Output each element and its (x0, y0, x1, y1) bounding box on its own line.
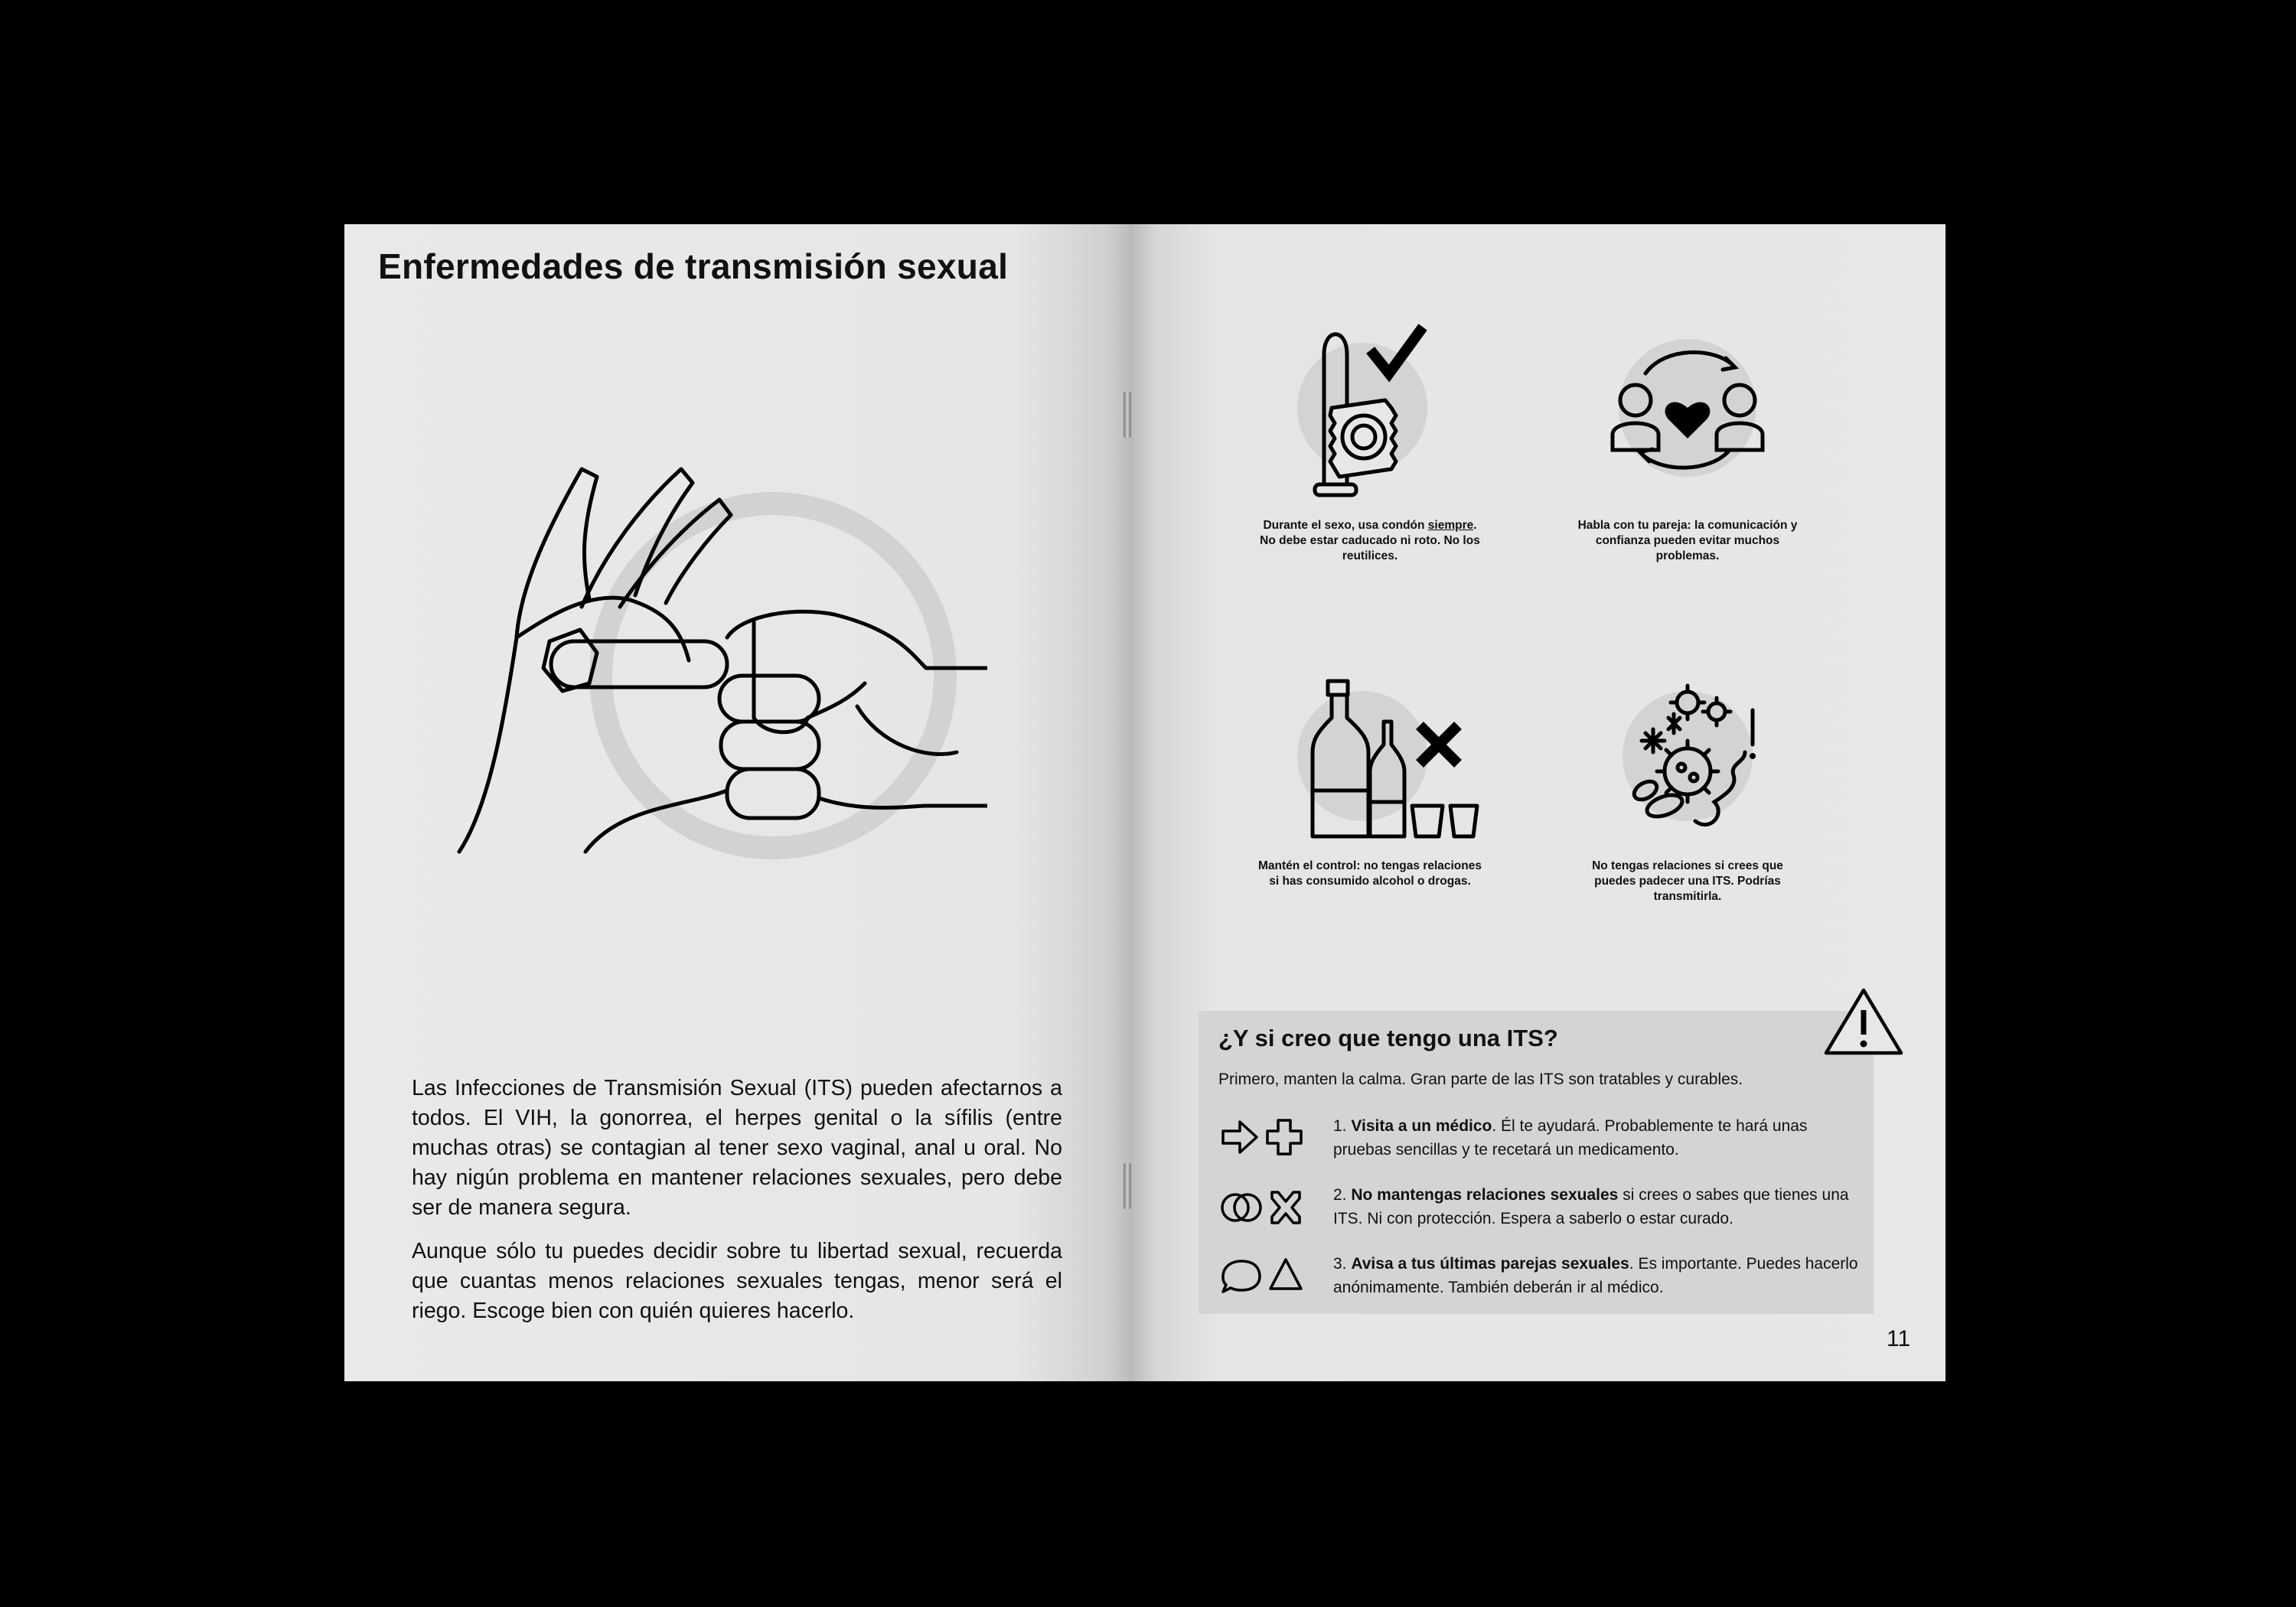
right-page (1133, 224, 1945, 1381)
tile-condom-caption: Durante el sexo, usa condón siempre. No debe estar caducado ni roto. No los reutilices. (1260, 519, 1480, 562)
condom-check-icon (1255, 308, 1485, 507)
step-2 (1218, 1183, 1869, 1237)
rings-x-icon (1218, 1183, 1318, 1229)
tile-communication-caption: Habla con tu pareja: la comunicación y confianza pueden evitar muchos problemas. (1577, 519, 1798, 562)
arrow-cross-icon (1218, 1114, 1318, 1160)
step-2-text: 2. No mantengas relaciones sexuales si crees o sabes que tienes una ITS. Ni con protección. Espera a saberlo o estar curado. (1333, 1186, 1849, 1227)
step-3 (1218, 1252, 1869, 1305)
info-box-title: ¿Y si creo que tengo una ITS? (1218, 1025, 1558, 1051)
info-box-intro: Primero, manten la calma. Gran parte de las ITS son tratables y curables. (1218, 1071, 1743, 1088)
tile-condom (1255, 308, 1485, 564)
body-paragraph-1: Las Infecciones de Transmisión Sexual (ITS) pueden afectarnos a todos. El VIH, la gonorrea, el herpes genital o la sífilis (entre muchas otras) se contagian al tener sexo vaginal, anal u oral. No hay nigún problema en mantener relaciones sexuales, pero debe ser de manera segura. (412, 1076, 1062, 1220)
page-title: Enfermedades de transmisión sexual (378, 246, 1009, 286)
speech-triangle-icon (1218, 1252, 1318, 1298)
staple-bottom (1124, 1163, 1131, 1209)
step-3-text: 3. Avisa a tus últimas parejas sexuales. Es importante. Puedes hacerlo anónimamente. También deberán ir al médico. (1333, 1255, 1858, 1296)
germs-icon (1573, 649, 1802, 848)
body-text (412, 1074, 1062, 1340)
alcohol-cross-icon (1255, 649, 1485, 848)
tile-germs-caption: No tengas relaciones si crees que puedes padecer una ITS. Podrías transmitirla. (1592, 859, 1783, 903)
tile-alcohol-caption: Mantén el control: no tengas relaciones si has consumido alcohol o drogas. (1258, 859, 1482, 888)
tile-communication (1573, 308, 1802, 564)
emphasis-always: siempre (1427, 519, 1474, 532)
tile-germs (1573, 649, 1802, 905)
left-page (344, 224, 1133, 1381)
couple-communication-icon (1573, 308, 1802, 507)
staple-top (1124, 392, 1131, 438)
info-box (1199, 1011, 1874, 1314)
page-number: 11 (1887, 1326, 1911, 1351)
body-paragraph-2: Aunque sólo tu puedes decidir sobre tu libertad sexual, recuerda que cuantas menos relaciones sexuales tengas, menor será el riego. Escoge bien con quién quieres hacerlo. (412, 1239, 1062, 1323)
hand-gesture-illustration (436, 446, 987, 905)
tile-alcohol (1255, 649, 1485, 889)
step-1 (1218, 1114, 1869, 1168)
step-1-text: 1. Visita a un médico. Él te ayudará. Probablemente te hará unas pruebas sencillas y te recetará un medicamento. (1333, 1117, 1808, 1159)
warning-icon (1821, 986, 1906, 1058)
